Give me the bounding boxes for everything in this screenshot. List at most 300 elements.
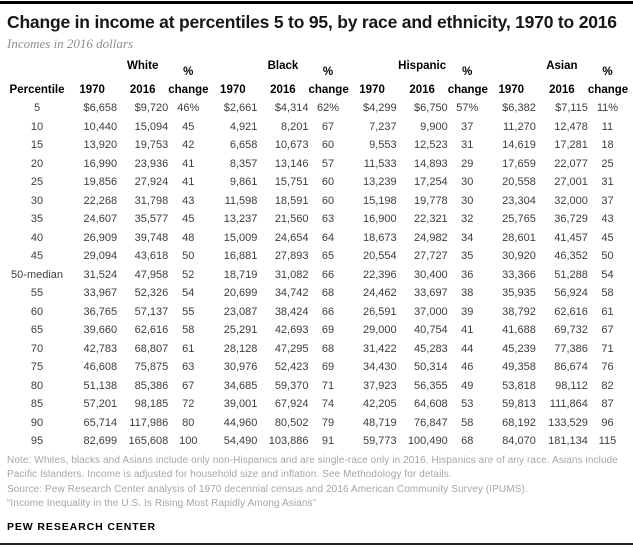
table-row <box>7 210 627 229</box>
income-value-cell: 6,658 <box>229 139 258 152</box>
pct-change-cell: 54 <box>601 268 614 281</box>
income-value-cell: 25,291 <box>223 324 258 337</box>
income-value-cell: 23,087 <box>223 305 258 318</box>
pct-change-cell: 31 <box>461 139 474 152</box>
spacer-cell <box>487 58 536 74</box>
percentile-cell: 5 <box>33 102 41 115</box>
pct-change-cell: 30 <box>461 194 474 207</box>
group-label-black: Black <box>267 60 299 72</box>
pct-change-cell: 66 <box>321 268 335 281</box>
table-row <box>7 229 627 248</box>
table-row <box>7 173 627 192</box>
income-value-cell: 49,358 <box>502 361 536 374</box>
col-header-change: change <box>168 84 209 96</box>
income-value-cell: 11,533 <box>363 157 397 170</box>
income-value-cell: 26,909 <box>83 231 118 244</box>
income-value-cell: 51,138 <box>83 379 118 392</box>
table-row <box>7 118 627 137</box>
income-value-cell: $4,314 <box>274 102 309 115</box>
income-value-cell: 65,714 <box>83 416 118 429</box>
income-value-cell: 29,000 <box>362 324 397 337</box>
income-value-cell: 4,921 <box>229 120 258 133</box>
percentile-cell: 65 <box>30 324 44 337</box>
pct-change-cell: 49 <box>461 379 474 392</box>
income-table <box>7 58 627 451</box>
pct-change-cell: 34 <box>461 231 474 244</box>
pct-change-cell: 68 <box>321 342 335 355</box>
col-header-1970: 1970 <box>220 84 246 96</box>
income-value-cell: 36,765 <box>83 305 118 318</box>
income-value-cell: 28,128 <box>223 342 258 355</box>
pct-change-cell: 48 <box>182 231 195 244</box>
income-value-cell: 42,205 <box>362 398 397 411</box>
income-value-cell: 11,270 <box>503 120 536 133</box>
income-value-cell: 52,423 <box>274 361 309 374</box>
percentile-cell: 60 <box>30 305 44 318</box>
pct-change-cell: 76 <box>601 361 614 374</box>
percentile-cell: 55 <box>30 287 44 300</box>
table-row <box>7 247 627 266</box>
income-value-cell: 41,688 <box>502 324 536 337</box>
pct-change-cell: 69 <box>321 361 335 374</box>
income-value-cell: 76,847 <box>414 416 448 429</box>
income-value-cell: 37,000 <box>414 305 448 318</box>
pct-change-cell: 115 <box>598 435 617 448</box>
income-value-cell: 56,355 <box>414 379 448 392</box>
percentile-cell: 75 <box>30 361 44 374</box>
pct-change-cell: 67 <box>321 120 335 133</box>
income-value-cell: 84,070 <box>502 435 536 448</box>
income-value-cell: $9,720 <box>134 102 169 115</box>
income-value-cell: 22,077 <box>554 157 588 170</box>
note-text: Note: Whites, blacks and Asians include only non-Hispanics and are single-race only in 2016. Hispanics are of any race. Asians include Pacific Islanders. Income is adjusted for household size and inflation. See Methodology for details. <box>7 454 618 480</box>
income-value-cell: 46,608 <box>83 361 118 374</box>
income-value-cell: 24,607 <box>83 213 118 226</box>
pct-change-cell: 50 <box>182 250 195 263</box>
income-value-cell: 62,616 <box>134 324 169 337</box>
income-value-cell: 23,304 <box>502 194 536 207</box>
income-value-cell: 53,818 <box>502 379 536 392</box>
percentile-cell: 20 <box>30 157 44 170</box>
income-value-cell: 42,783 <box>83 342 118 355</box>
percent-symbol: % <box>183 66 194 78</box>
table-row <box>7 136 627 155</box>
income-value-cell: 40,754 <box>414 324 448 337</box>
income-value-cell: 24,982 <box>414 231 448 244</box>
income-value-cell: 41,457 <box>554 231 588 244</box>
table-row <box>7 432 627 451</box>
income-value-cell: 16,900 <box>362 213 397 226</box>
income-value-cell: 13,920 <box>83 139 118 152</box>
income-value-cell: 181,134 <box>548 435 588 448</box>
pct-change-cell: 39 <box>461 305 474 318</box>
footer <box>7 454 626 533</box>
percentile-cell: 85 <box>30 398 44 411</box>
income-value-cell: 33,697 <box>414 287 448 300</box>
table-row <box>7 340 627 359</box>
income-value-cell: 9,900 <box>420 120 448 133</box>
income-value-cell: 50,314 <box>414 361 448 374</box>
pct-change-cell: 61 <box>182 342 195 355</box>
income-value-cell: 12,478 <box>554 120 588 133</box>
percentile-cell: 45 <box>30 250 44 263</box>
income-value-cell: 31,422 <box>362 342 397 355</box>
income-value-cell: 48,719 <box>362 416 397 429</box>
percentile-cell: 15 <box>30 139 44 152</box>
income-value-cell: 8,201 <box>280 120 309 133</box>
pct-change-cell: 71 <box>321 379 335 392</box>
income-value-cell: 46,352 <box>554 250 588 263</box>
pct-change-cell: 41 <box>461 324 474 337</box>
income-value-cell: 25,765 <box>502 213 536 226</box>
pct-change-cell: 58 <box>461 416 474 429</box>
pct-change-cell: 45 <box>182 120 195 133</box>
pct-change-cell: 44 <box>461 342 474 355</box>
income-value-cell: 86,674 <box>554 361 588 374</box>
income-value-cell: 17,281 <box>554 139 588 152</box>
col-header-change: change <box>308 84 349 96</box>
income-value-cell: 15,094 <box>134 120 169 133</box>
pct-change-cell: 41 <box>182 157 195 170</box>
pct-change-cell: 61 <box>601 305 614 318</box>
pct-change-cell: 11 <box>601 120 614 133</box>
income-value-cell: 37,923 <box>362 379 397 392</box>
income-value-cell: 111,864 <box>549 398 588 411</box>
pct-change-cell: 45 <box>601 231 614 244</box>
income-value-cell: 13,239 <box>362 176 397 189</box>
income-value-cell: 39,660 <box>83 324 118 337</box>
pct-change-cell: 43 <box>601 213 614 226</box>
income-value-cell: 20,699 <box>223 287 258 300</box>
income-value-cell: 21,560 <box>274 213 309 226</box>
pct-change-cell: 38 <box>461 287 474 300</box>
income-value-cell: 20,558 <box>502 176 536 189</box>
percentile-cell: 95 <box>30 435 44 448</box>
income-value-cell: 16,990 <box>83 157 118 170</box>
income-value-cell: 14,893 <box>414 157 448 170</box>
income-value-cell: 17,659 <box>502 157 536 170</box>
pct-change-cell: 25 <box>601 157 614 170</box>
income-value-cell: 7,237 <box>369 120 397 133</box>
income-value-cell: 68,192 <box>502 416 536 429</box>
col-header-2016: 2016 <box>129 84 156 96</box>
pct-change-cell: 60 <box>321 176 335 189</box>
percentile-cell: 40 <box>30 231 44 244</box>
income-value-cell: 30,400 <box>414 268 448 281</box>
pct-change-cell: 46% <box>177 102 200 115</box>
income-value-cell: 45,283 <box>414 342 448 355</box>
pct-change-cell: 58 <box>601 287 614 300</box>
income-value-cell: 9,861 <box>229 176 258 189</box>
income-value-cell: 28,601 <box>502 231 536 244</box>
percentile-column-header: Percentile <box>9 84 65 96</box>
pct-change-cell: 11% <box>596 102 619 115</box>
income-value-cell: 17,254 <box>414 176 448 189</box>
pct-change-cell: 96 <box>601 416 614 429</box>
income-value-cell: 68,807 <box>134 342 169 355</box>
income-value-cell: 22,396 <box>362 268 397 281</box>
income-value-cell: 100,490 <box>407 435 448 448</box>
income-value-cell: 27,001 <box>554 176 588 189</box>
pct-change-cell: 69 <box>321 324 335 337</box>
income-value-cell: 24,654 <box>274 231 309 244</box>
income-value-cell: 57,137 <box>134 305 169 318</box>
pct-change-cell: 57 <box>321 157 335 170</box>
pew-research-center-wordmark: PEW RESEARCH CENTER <box>7 520 156 533</box>
income-value-cell: $4,299 <box>362 102 397 115</box>
income-value-cell: 34,685 <box>223 379 258 392</box>
income-value-cell: 39,001 <box>223 398 258 411</box>
income-value-cell: 19,856 <box>83 176 118 189</box>
income-value-cell: 29,094 <box>83 250 118 263</box>
pct-change-cell: 64 <box>321 231 335 244</box>
income-value-cell: 16,881 <box>223 250 258 263</box>
income-value-cell: 13,146 <box>274 157 309 170</box>
income-value-cell: 45,239 <box>502 342 536 355</box>
pct-change-cell: 37 <box>601 194 614 207</box>
pct-change-cell: 87 <box>601 398 614 411</box>
col-header-1970: 1970 <box>359 84 385 96</box>
income-value-cell: 54,490 <box>223 435 258 448</box>
pct-change-cell: 42 <box>182 139 195 152</box>
income-value-cell: 98,112 <box>555 379 588 392</box>
pct-change-cell: 60 <box>321 139 335 152</box>
pct-change-cell: 32 <box>461 213 474 226</box>
pct-change-cell: 52 <box>182 268 195 281</box>
income-value-cell: 14,619 <box>502 139 536 152</box>
income-value-cell: 23,936 <box>134 157 169 170</box>
income-value-cell: 98,185 <box>134 398 169 411</box>
table-body <box>7 99 627 451</box>
group-label-hispanic: Hispanic <box>398 60 447 72</box>
percentile-cell: 35 <box>30 213 44 226</box>
income-value-cell: 31,524 <box>83 268 118 281</box>
income-value-cell: 34,430 <box>362 361 397 374</box>
pct-change-cell: 63 <box>321 213 335 226</box>
group-header-row <box>7 58 627 74</box>
table-row <box>7 303 627 322</box>
income-value-cell: 18,591 <box>274 194 309 207</box>
income-value-cell: 38,792 <box>502 305 536 318</box>
pct-change-cell: 58 <box>182 324 195 337</box>
pct-change-cell: 68 <box>461 435 474 448</box>
income-value-cell: 31,082 <box>274 268 309 281</box>
income-value-cell: 69,732 <box>554 324 588 337</box>
income-value-cell: 117,986 <box>129 416 169 429</box>
income-value-cell: 47,295 <box>274 342 309 355</box>
percentile-cell: 25 <box>30 176 44 189</box>
percentile-cell: 80 <box>30 379 44 392</box>
report-title-quote: “Income Inequality in the U.S. Is Rising Most Rapidly Among Asians” <box>7 498 317 509</box>
chart-subtitle: Incomes in 2016 dollars <box>7 36 134 51</box>
percent-symbol: % <box>462 66 473 78</box>
income-value-cell: 20,554 <box>362 250 397 263</box>
col-header-2016: 2016 <box>270 84 296 96</box>
table-row <box>7 395 627 414</box>
income-value-cell: 8,357 <box>229 157 258 170</box>
table-row <box>7 266 627 285</box>
income-value-cell: 11,598 <box>224 194 258 207</box>
pct-change-cell: 18 <box>601 139 614 152</box>
income-value-cell: 26,591 <box>362 305 397 318</box>
percent-symbol: % <box>602 66 613 78</box>
income-value-cell: 80,502 <box>274 416 309 429</box>
source-text: Source: Pew Research Center analysis of 1970 decennial census and 2016 American Community Survey (IPUMS). <box>7 483 528 495</box>
income-value-cell: 12,523 <box>414 139 448 152</box>
income-value-cell: 85,386 <box>134 379 169 392</box>
income-value-cell: 30,920 <box>502 250 536 263</box>
income-value-cell: 30,976 <box>223 361 258 374</box>
income-value-cell: 165,608 <box>128 435 169 448</box>
income-value-cell: 59,813 <box>502 398 536 411</box>
income-value-cell: 47,958 <box>134 268 169 281</box>
income-value-cell: $6,750 <box>414 102 448 115</box>
income-value-cell: 82,699 <box>83 435 118 448</box>
income-value-cell: 39,748 <box>134 231 169 244</box>
col-header-1970: 1970 <box>498 84 525 96</box>
income-value-cell: 19,753 <box>134 139 169 152</box>
income-value-cell: 36,729 <box>554 213 588 226</box>
income-value-cell: 77,386 <box>554 342 588 355</box>
bottom-rule <box>0 543 633 545</box>
pct-change-cell: 71 <box>601 342 614 355</box>
income-value-cell: 31,798 <box>134 194 169 207</box>
pct-change-cell: 45 <box>182 213 195 226</box>
income-value-cell: 103,886 <box>268 435 309 448</box>
income-value-cell: 19,778 <box>414 194 448 207</box>
pct-change-cell: 91 <box>321 435 335 448</box>
spacer-cell <box>67 58 117 74</box>
income-value-cell: 18,719 <box>223 268 258 281</box>
spacer-cell <box>208 58 257 74</box>
table-header <box>7 58 627 99</box>
top-rule <box>0 1 633 4</box>
pct-change-cell: 36 <box>461 268 474 281</box>
table-row <box>7 155 627 174</box>
income-value-cell: 22,321 <box>414 213 448 226</box>
col-header-2016: 2016 <box>549 84 575 96</box>
pct-change-cell: 57% <box>456 102 479 115</box>
income-value-cell: 9,553 <box>369 139 397 152</box>
income-value-cell: 27,893 <box>274 250 309 263</box>
income-value-cell: 35,935 <box>502 287 536 300</box>
pct-change-cell: 53 <box>461 398 474 411</box>
income-value-cell: 15,009 <box>223 231 258 244</box>
table-row <box>7 377 627 396</box>
pct-change-cell: 72 <box>182 398 195 411</box>
pct-change-cell: 43 <box>182 194 195 207</box>
pct-change-cell: 41 <box>182 176 195 189</box>
income-value-cell: 75,875 <box>134 361 169 374</box>
spacer-cell <box>7 58 67 74</box>
income-value-cell: 133,529 <box>548 416 588 429</box>
income-value-cell: 57,201 <box>83 398 118 411</box>
income-value-cell: 59,370 <box>274 379 309 392</box>
income-value-cell: 52,326 <box>134 287 169 300</box>
table-row <box>7 99 627 118</box>
chart-title: Change in income at percentiles 5 to 95, by race and ethnicity, 1970 to 2016 <box>7 12 617 32</box>
pct-change-cell: 66 <box>321 305 335 318</box>
income-value-cell: 67,924 <box>274 398 309 411</box>
percentile-cell: 10 <box>30 120 44 133</box>
income-value-cell: $2,661 <box>223 102 258 115</box>
pct-change-cell: 65 <box>321 250 335 263</box>
income-value-cell: 15,751 <box>274 176 309 189</box>
pct-change-cell: 74 <box>321 398 335 411</box>
income-value-cell: 27,727 <box>414 250 448 263</box>
pct-change-cell: 100 <box>179 435 198 448</box>
income-value-cell: $7,115 <box>555 102 588 115</box>
income-value-cell: $6,658 <box>83 102 118 115</box>
pct-change-cell: 60 <box>321 194 335 207</box>
percentile-cell: 50-median <box>11 268 64 281</box>
pct-change-cell: 68 <box>321 287 335 300</box>
income-value-cell: 32,000 <box>554 194 588 207</box>
percentile-cell: 30 <box>30 194 44 207</box>
pct-change-cell: 29 <box>461 157 474 170</box>
income-value-cell: 38,424 <box>274 305 309 318</box>
pct-change-cell: 35 <box>461 250 474 263</box>
income-value-cell: 13,237 <box>223 213 258 226</box>
income-value-cell: 34,742 <box>274 287 309 300</box>
table-row <box>7 358 627 377</box>
table-row <box>7 192 627 211</box>
spacer-cell <box>348 58 397 74</box>
pct-change-cell: 67 <box>601 324 614 337</box>
pct-change-cell: 82 <box>601 379 614 392</box>
percentile-cell: 90 <box>30 416 44 429</box>
pct-change-cell: 54 <box>182 287 195 300</box>
income-value-cell: 42,693 <box>274 324 309 337</box>
percent-symbol: % <box>322 66 334 78</box>
income-value-cell: 64,608 <box>414 398 448 411</box>
pct-change-cell: 62% <box>316 102 340 115</box>
col-header-change: change <box>587 84 629 96</box>
table-row <box>7 414 627 433</box>
income-value-cell: 33,967 <box>83 287 118 300</box>
pct-change-cell: 79 <box>321 416 335 429</box>
income-value-cell: 43,618 <box>134 250 169 263</box>
pct-change-cell: 63 <box>182 361 195 374</box>
income-value-cell: 62,616 <box>554 305 588 318</box>
income-value-cell: 35,577 <box>134 213 169 226</box>
income-value-cell: 59,773 <box>362 435 397 448</box>
pct-change-cell: 67 <box>182 379 195 392</box>
income-value-cell: 18,673 <box>362 231 397 244</box>
income-value-cell: 33,366 <box>502 268 536 281</box>
group-label-white: White <box>127 60 159 72</box>
col-header-2016: 2016 <box>409 84 435 96</box>
income-value-cell: 15,198 <box>362 194 397 207</box>
pct-change-cell: 31 <box>601 176 614 189</box>
income-value-cell: 56,924 <box>554 287 588 300</box>
pct-change-cell: 55 <box>182 305 195 318</box>
table-row <box>7 284 627 303</box>
income-value-cell: 27,924 <box>134 176 169 189</box>
pct-change-cell: 37 <box>461 120 474 133</box>
income-value-cell: 24,462 <box>362 287 397 300</box>
income-value-cell: 22,268 <box>83 194 118 207</box>
income-value-cell: $6,382 <box>502 102 536 115</box>
col-header-change: change <box>447 84 488 96</box>
percentile-cell: 70 <box>30 342 44 355</box>
income-value-cell: 44,960 <box>223 416 258 429</box>
income-value-cell: 10,673 <box>274 139 309 152</box>
col-header-1970: 1970 <box>79 84 105 96</box>
pct-change-cell: 80 <box>182 416 195 429</box>
pct-change-cell: 30 <box>461 176 474 189</box>
pct-change-cell: 50 <box>601 250 614 263</box>
